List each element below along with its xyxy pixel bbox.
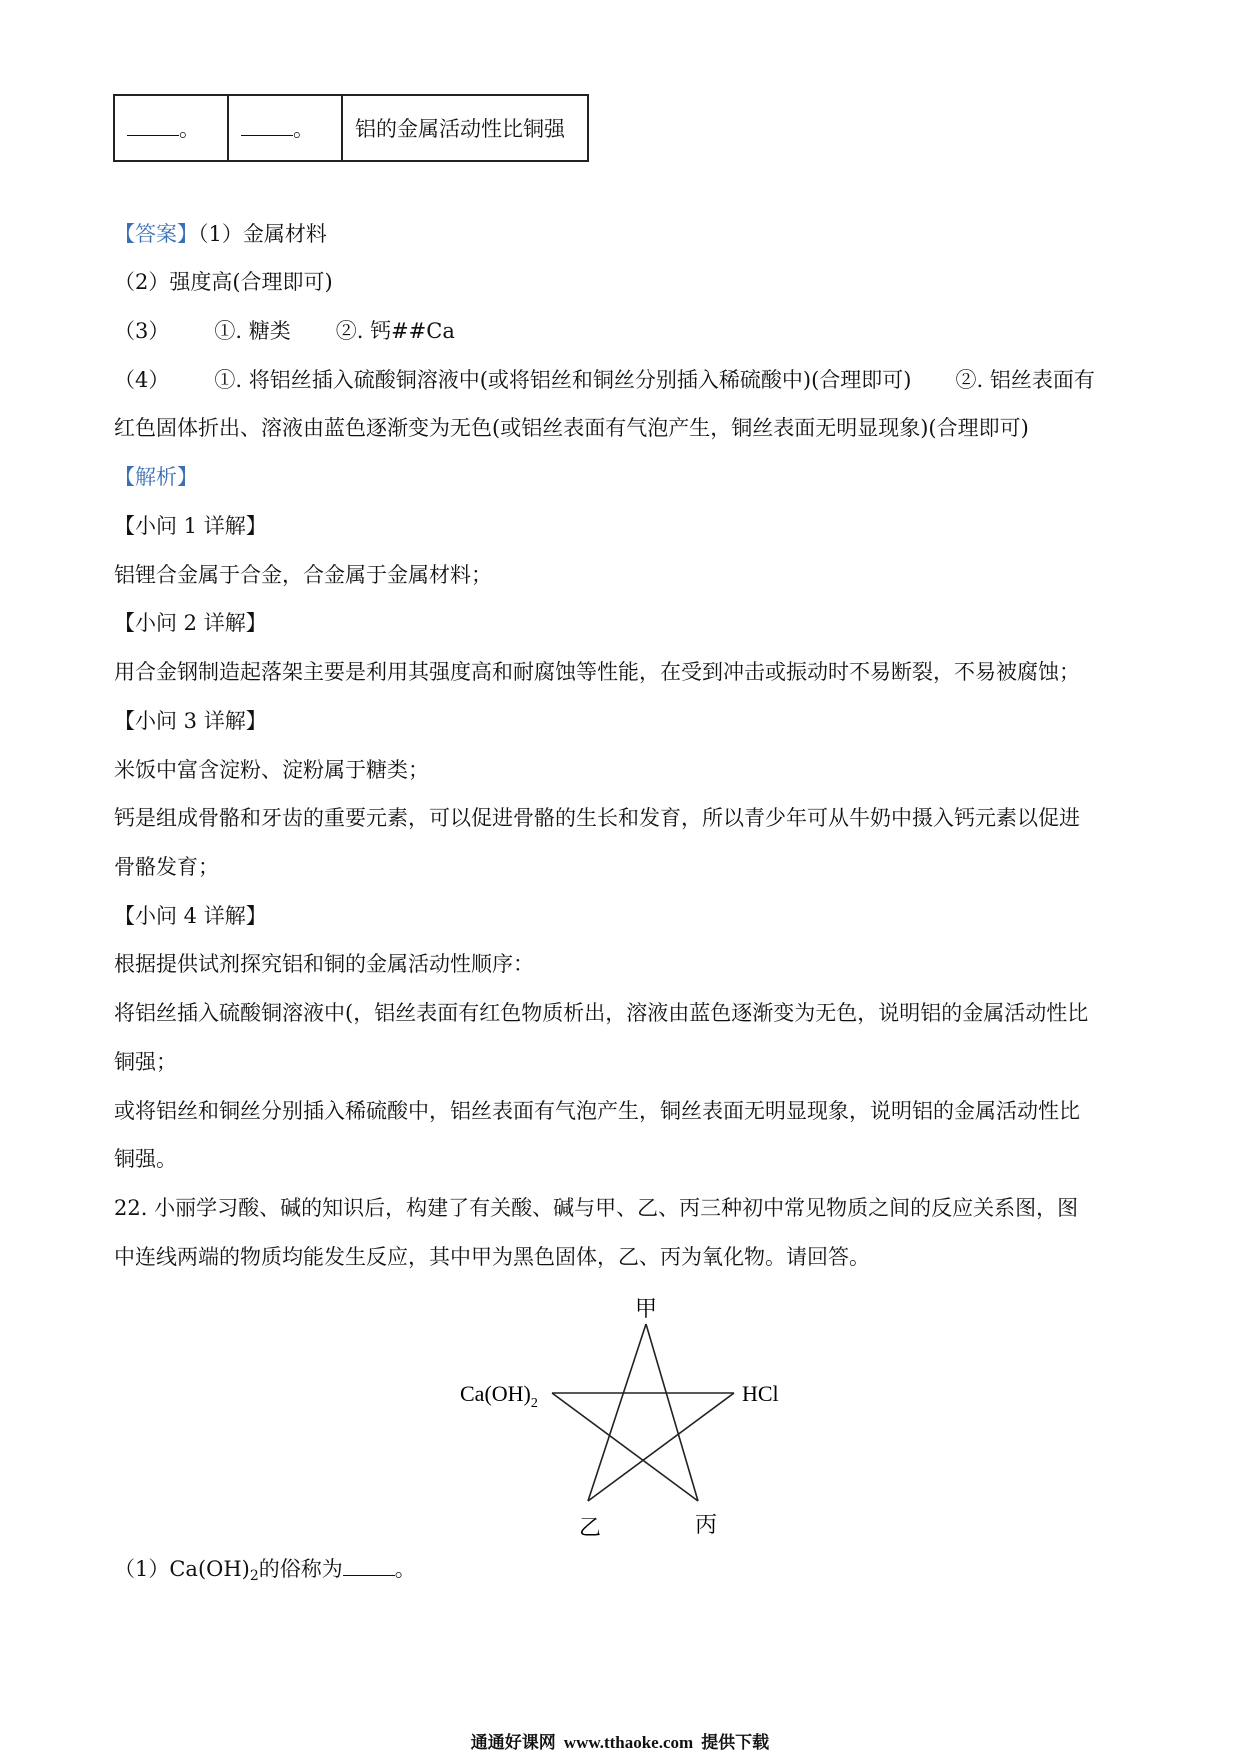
q3-heading: 【小问 3 详解】: [114, 709, 267, 733]
answer-line-3: （3） ①. 糖类 ②. 钙##Ca: [114, 319, 455, 343]
node-yi: 乙: [578, 1515, 602, 1540]
answer-line-2: （2）强度高(合理即可): [114, 270, 333, 294]
q1-heading: 【小问 1 详解】: [114, 514, 267, 538]
page-footer: [0, 1728, 1240, 1753]
table-cell-3: 铝的金属活动性比铜强: [342, 95, 588, 161]
answer-line-1: 【答案】（1）金属材料: [114, 222, 327, 246]
answer-label: 【答案】: [114, 222, 198, 246]
q4-text-4: 或将铝丝和铜丝分别插入稀硫酸中，铝丝表面有气泡产生，铜丝表面无明显现象，说明铝的金属活动性比: [114, 1099, 1080, 1123]
answer-blank[interactable]: [343, 1557, 395, 1576]
q4-text-2: 将铝丝插入硫酸铜溶液中(，铝丝表面有红色物质析出，溶液由蓝色逐渐变为无色，说明铝的金属活动性比: [114, 1001, 1089, 1025]
question-22-line-2: 中连线两端的物质均能发生反应，其中甲为黑色固体，乙、丙为氧化物。请回答。: [114, 1245, 870, 1269]
node-hcl: HCl: [742, 1381, 779, 1406]
reaction-star-diagram: [440, 1290, 800, 1540]
node-caoh2: $Ca(OH)_2$: [460, 1381, 538, 1411]
footer-note: 提供下载: [701, 1733, 770, 1753]
q2-text: 用合金钢制造起落架主要是利用其强度高和耐腐蚀等性能，在受到冲击或振动时不易断裂，不易被腐蚀；: [114, 660, 1080, 684]
node-bing: 丙: [694, 1512, 718, 1537]
answer-blank[interactable]: [241, 117, 293, 136]
star-edge: [552, 1393, 698, 1501]
q1-text: 铝锂合金属于合金，合金属于金属材料；: [114, 563, 492, 587]
star-edge: [646, 1324, 698, 1501]
answer-table: [113, 94, 589, 162]
q2-heading: 【小问 2 详解】: [114, 611, 267, 635]
star-lines: [552, 1324, 734, 1501]
star-edge: [588, 1393, 734, 1501]
q3-text-2: 钙是组成骨骼和牙齿的重要元素，可以促进骨骼的生长和发育，所以青少年可从牛奶中摄入钙元素以促进: [114, 806, 1080, 830]
star-edge: [588, 1324, 646, 1501]
analysis-label: 【解析】: [114, 465, 198, 489]
q4-text-5: 铜强。: [114, 1147, 177, 1171]
question-22-sub-1: （1）Ca(OH)2的俗称为 。: [114, 1557, 416, 1584]
q4-text-3: 铜强；: [114, 1050, 177, 1074]
footer-site-name: 通通好课网: [470, 1733, 556, 1753]
node-jia: 甲: [634, 1296, 658, 1321]
question-22-line-1: 22. 小丽学习酸、碱的知识后，构建了有关酸、碱与甲、乙、丙三种初中常见物质之间的反应关系图，图: [114, 1196, 1079, 1220]
q4-heading: 【小问 4 详解】: [114, 904, 267, 928]
answer-line-4: （4） ①. 将铝丝插入硫酸铜溶液中(或将铝丝和铜丝分别插入稀硫酸中)(合理即可) ②. 铝丝表面有: [114, 368, 1095, 392]
answer-blank[interactable]: [127, 117, 179, 136]
table-cell-2: 。: [228, 95, 342, 161]
q4-text-1: 根据提供试剂探究铝和铜的金属活动性顺序：: [114, 952, 534, 976]
q3-text-1: 米饭中富含淀粉、淀粉属于糖类；: [114, 758, 429, 782]
q3-text-3: 骨骼发育；: [114, 855, 219, 879]
answer-line-5: 红色固体折出、溶液由蓝色逐渐变为无色(或铝丝表面有气泡产生，铜丝表面无明显现象)(合理即可): [114, 416, 1029, 440]
table-cell-1: 。: [114, 95, 228, 161]
footer-url[interactable]: www.tthaoke.com: [563, 1733, 694, 1752]
